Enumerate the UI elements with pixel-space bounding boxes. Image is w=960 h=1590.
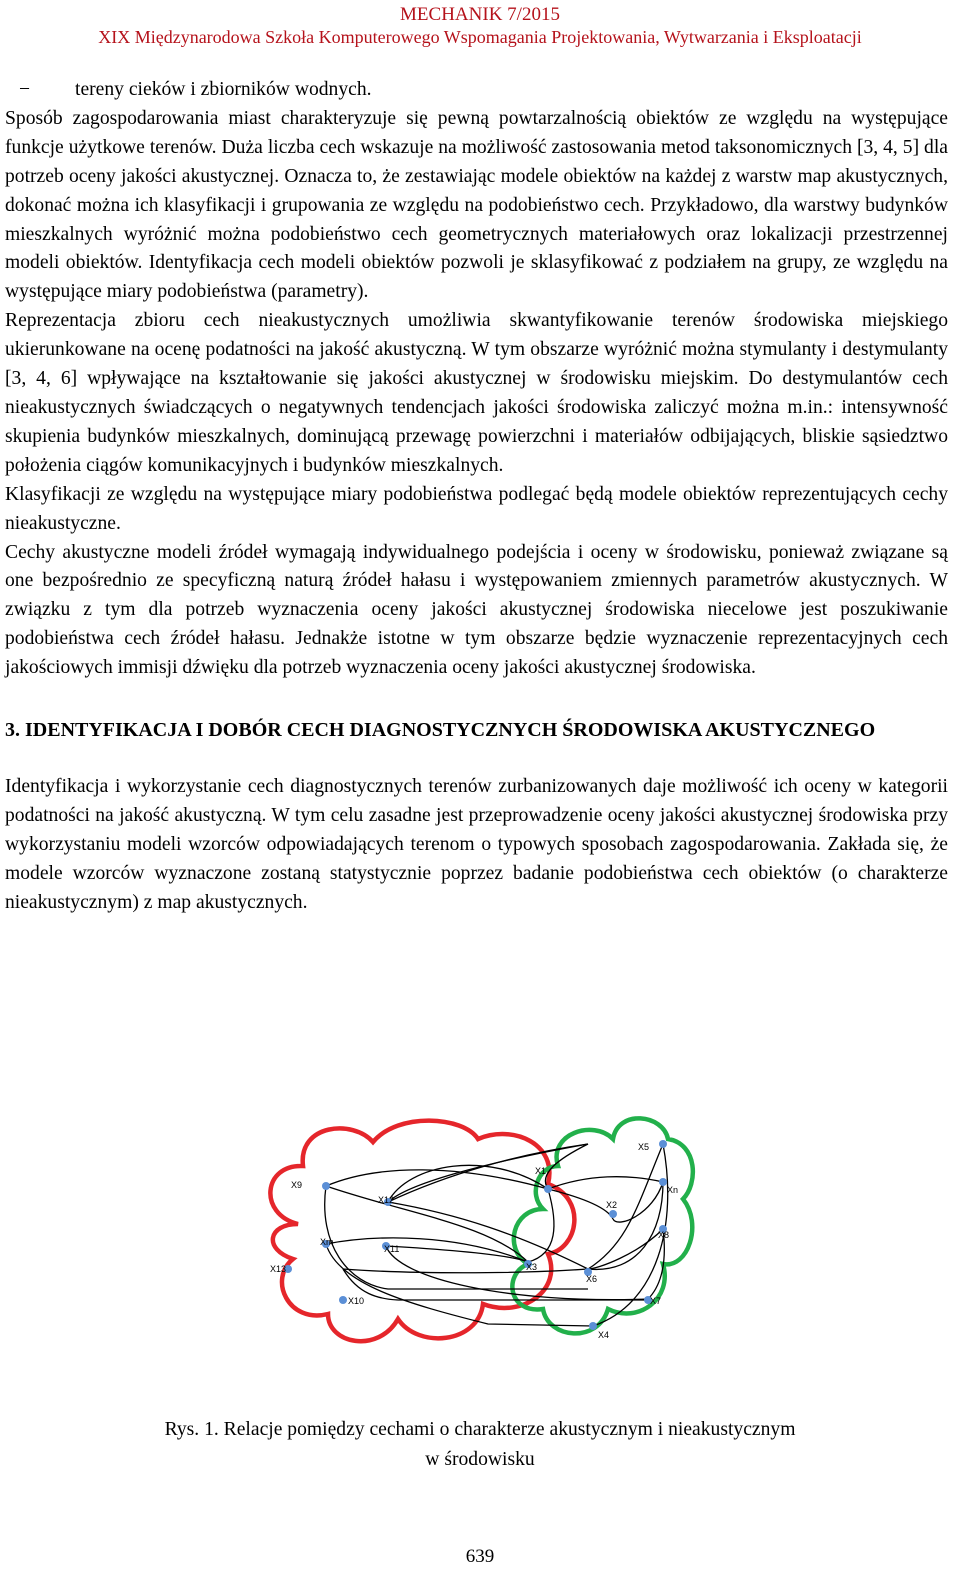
label-x6: X6 xyxy=(586,1274,598,1284)
label-x8: X8 xyxy=(658,1230,670,1240)
running-header xyxy=(0,4,960,48)
node-x4 xyxy=(589,1322,597,1330)
paragraph: Sposób zagospodarowania miast charakteryzuje się pewną powtarzalnością obiektów ze względu na występujące funkcje użytkowe terenów. Duża liczba cech wskazuje na możliwość zastosowania metod taksonomicznych [3, 4, 5] dla potrzeb oceny jakości akustycznej. Oznacza to, że zestawiając modele obiektów na każdej z warstw map akustycznych, dokonać można ich klasyfikacji i grupowania ze względu na podobieństwo cech. Przykładowo, dla warstwy budynków mieszkalnych wyróżnić można podobieństwo cech geometrycznych materiałowych oraz lokalizacji przestrzennej modeli obiektów. Identyfikacja cech modeli obiektów pozwoli je sklasyfikować z podziałem na grupy, ze względu na występujące miary podobieństwa (parametry). xyxy=(5,107,948,303)
page-number: 639 xyxy=(465,1546,495,1567)
relation-edge xyxy=(613,1182,663,1222)
label-xm: Xm xyxy=(320,1237,334,1247)
journal-title: MECHANIK 7/2015 xyxy=(400,4,560,25)
label-x5: X5 xyxy=(638,1142,650,1152)
label-x3: X3 xyxy=(526,1262,538,1272)
relation-edge xyxy=(548,1189,613,1219)
paragraph: Cechy akustyczne modeli źródeł wymagają indywidualnego podejścia i oceny w środowisku, ponieważ związane są one bezpośrednio ze specyficzną naturą źródeł hałasu i występowaniem zmiennych parametrów akustycznych. W związku z tym dla potrzeb wyznaczenia oceny jakości akustycznej środowiska niecelowe jest poszukiwanie podobieństwa cech źródeł hałasu. Jednakże istotne w tym obszarze będzie wyznaczenie reprezentacyjnych cech jakościowych immisji dźwięku dla potrzeb wyznaczenia oceny jakości akustycznej środowiska. xyxy=(5,541,948,679)
label-x11: X11 xyxy=(384,1244,400,1254)
node-x10 xyxy=(339,1296,347,1304)
relation-edge xyxy=(325,1186,588,1289)
figure-caption xyxy=(0,1415,960,1475)
label-xn: Xn xyxy=(667,1185,679,1195)
label-x12: X12 xyxy=(378,1195,395,1205)
label-x2: X2 xyxy=(606,1200,618,1210)
label-x13: X13 xyxy=(270,1264,287,1274)
main-text xyxy=(5,76,948,918)
caption-line: Rys. 1. Relacje pomiędzy cechami o charakterze akustycznym i nieakustycznym xyxy=(164,1419,796,1440)
label-x9: X9 xyxy=(291,1180,303,1190)
paragraph: Reprezentacja zbioru cech nieakustycznych umożliwia skwantyfikowanie terenów środowiska miejskiego ukierunkowane na ocenę podatności na jakość akustyczną. W tym obszarze wyróżnić można stymulanty i destymulanty [3, 4, 6] wpływające na kształtowanie się jakości akustycznej w środowisku miejskim. Do destymulantów cech nieakustycznych świadczących o negatywnych tendencjach jakości środowiska zaliczyć można m.in.: intensywność skupienia budynków mieszkalnych, dominującą przewagę powierzchni i materiałów odbijających, bliskie sąsiedztwo położenia ciągów komunikacyjnych i budynków mieszkalnych. xyxy=(5,310,948,476)
paragraph: Klasyfikacji ze względu na występujące miary podobieństwa podlegać będą modele obiektów reprezentujących cechy nieakustyczne. xyxy=(5,483,948,534)
relations-diagram xyxy=(258,1104,698,1354)
paragraph: Identyfikacja i wykorzystanie cech diagnostycznych terenów zurbanizowanych daje możliwość ich oceny w kategorii podatności na jakość akustyczną. W tym celu zasadne jest przeprowadzenie oceny jakości akustycznej środowiska przy wykorzystaniu modeli wzorców odpowiadających terenom o typowych sposobach zagospodarowania. Zakłada się, że modele wzorców wyznaczone zostaną statystycznie poprzez badanie podobieństwa cech obiektów (o charakterze nieakustycznym) z map akustycznych. xyxy=(5,776,948,913)
label-x1: X1 xyxy=(535,1166,547,1176)
list-item-text: tereny cieków i zbiorników wodnych. xyxy=(75,79,372,100)
label-x4: X4 xyxy=(598,1330,610,1340)
node-x9 xyxy=(322,1182,330,1190)
label-x7: X7 xyxy=(650,1296,662,1306)
edge-group xyxy=(325,1144,668,1326)
node-x2 xyxy=(609,1210,617,1218)
list-item xyxy=(5,76,948,105)
label-x10: X10 xyxy=(348,1296,365,1306)
section-heading: 3. IDENTYFIKACJA I DOBÓR CECH DIAGNOSTYCZNYCH ŚRODOWISKA AKUSTYCZNEGO xyxy=(5,719,876,742)
relation-edge xyxy=(388,1202,588,1269)
relation-edge xyxy=(326,1186,528,1262)
node-xn xyxy=(659,1178,667,1186)
conference-title: XIX Międzynarodowa Szkoła Komputerowego Wspomagania Projektowania, Wytwarzania i Eksploatacji xyxy=(98,27,862,47)
node-x1 xyxy=(544,1185,552,1193)
list-dash: − xyxy=(19,79,31,100)
caption-line: w środowisku xyxy=(425,1449,535,1470)
node-x5 xyxy=(659,1140,667,1148)
